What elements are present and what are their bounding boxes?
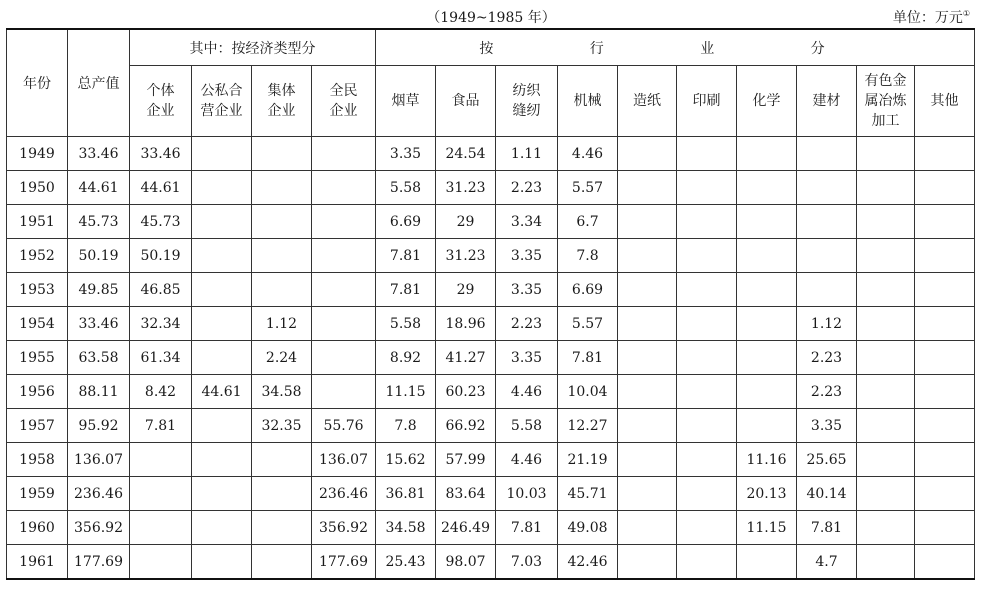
table-cell: 33.46 bbox=[130, 137, 192, 171]
table-cell: 3.35 bbox=[797, 409, 857, 443]
table-cell bbox=[737, 273, 797, 307]
table-cell bbox=[677, 409, 737, 443]
table-cell: 57.99 bbox=[436, 443, 496, 477]
table-row bbox=[7, 443, 975, 477]
table-cell bbox=[737, 239, 797, 273]
table-cell bbox=[737, 205, 797, 239]
table-cell bbox=[915, 545, 975, 580]
table-cell: 63.58 bbox=[68, 341, 130, 375]
unit-footnote-mark: ① bbox=[962, 9, 970, 18]
table-cell bbox=[677, 205, 737, 239]
table-cell: 61.34 bbox=[130, 341, 192, 375]
table-cell: 1.12 bbox=[797, 307, 857, 341]
table-cell: 36.81 bbox=[376, 477, 436, 511]
table-cell bbox=[677, 137, 737, 171]
table-cell: 10.03 bbox=[496, 477, 558, 511]
table-cell bbox=[192, 171, 252, 205]
table-cell bbox=[677, 341, 737, 375]
table-cell bbox=[312, 239, 376, 273]
subheader-9: 印刷 bbox=[677, 66, 737, 137]
table-cell: 4.7 bbox=[797, 545, 857, 580]
table-cell bbox=[618, 239, 677, 273]
table-cell: 34.58 bbox=[252, 375, 312, 409]
table-cell bbox=[737, 545, 797, 580]
table-cell: 3.35 bbox=[496, 341, 558, 375]
table-cell bbox=[252, 545, 312, 580]
table-cell bbox=[618, 477, 677, 511]
table-row bbox=[7, 375, 975, 409]
header-row-1 bbox=[7, 29, 975, 66]
subheader-12: 有色金 属冶炼 加工 bbox=[857, 66, 915, 137]
table-cell bbox=[915, 409, 975, 443]
table-cell bbox=[618, 443, 677, 477]
table-cell bbox=[618, 375, 677, 409]
table-cell bbox=[252, 511, 312, 545]
subheader-8: 造纸 bbox=[618, 66, 677, 137]
table-cell bbox=[618, 137, 677, 171]
table-cell bbox=[312, 205, 376, 239]
unit-text: 单位：万元 bbox=[892, 10, 963, 26]
table-cell: 3.35 bbox=[496, 273, 558, 307]
table-cell bbox=[192, 307, 252, 341]
table-cell bbox=[737, 307, 797, 341]
table-cell bbox=[797, 171, 857, 205]
table-cell: 1.12 bbox=[252, 307, 312, 341]
table-cell: 136.07 bbox=[68, 443, 130, 477]
subheader-3: 全民 企业 bbox=[312, 66, 376, 137]
table-cell: 49.08 bbox=[558, 511, 618, 545]
table-cell: 6.7 bbox=[558, 205, 618, 239]
table-cell: 4.46 bbox=[496, 375, 558, 409]
table-cell bbox=[192, 443, 252, 477]
table-cell: 3.35 bbox=[376, 137, 436, 171]
table-cell bbox=[677, 239, 737, 273]
table-row bbox=[7, 239, 975, 273]
table-cell: 1955 bbox=[7, 341, 68, 375]
table-cell bbox=[737, 409, 797, 443]
subheader-2: 集体 企业 bbox=[252, 66, 312, 137]
table-cell: 10.04 bbox=[558, 375, 618, 409]
table-cell: 1958 bbox=[7, 443, 68, 477]
table-cell bbox=[677, 545, 737, 580]
table-cell: 45.73 bbox=[68, 205, 130, 239]
table-cell: 32.34 bbox=[130, 307, 192, 341]
table-cell bbox=[192, 511, 252, 545]
table-row bbox=[7, 273, 975, 307]
table-cell bbox=[857, 477, 915, 511]
table-cell: 7.8 bbox=[376, 409, 436, 443]
table-cell: 7.03 bbox=[496, 545, 558, 580]
table-cell bbox=[252, 171, 312, 205]
unit-label bbox=[893, 7, 970, 27]
table-cell: 1960 bbox=[7, 511, 68, 545]
table-cell bbox=[130, 511, 192, 545]
table-cell: 8.92 bbox=[376, 341, 436, 375]
table-cell bbox=[192, 409, 252, 443]
table-cell bbox=[915, 477, 975, 511]
table-cell: 49.85 bbox=[68, 273, 130, 307]
table-cell bbox=[192, 239, 252, 273]
table-cell bbox=[312, 341, 376, 375]
table-cell bbox=[618, 511, 677, 545]
table-cell: 5.58 bbox=[376, 307, 436, 341]
table-cell: 18.96 bbox=[436, 307, 496, 341]
table-cell bbox=[797, 273, 857, 307]
table-cell bbox=[915, 273, 975, 307]
table-cell: 1949 bbox=[7, 137, 68, 171]
table-cell bbox=[857, 341, 915, 375]
table-cell: 20.13 bbox=[737, 477, 797, 511]
table-cell bbox=[915, 443, 975, 477]
header-year: 年份 bbox=[7, 29, 68, 137]
table-cell: 1956 bbox=[7, 375, 68, 409]
table-row bbox=[7, 137, 975, 171]
table-cell: 83.64 bbox=[436, 477, 496, 511]
table-cell: 33.46 bbox=[68, 307, 130, 341]
table-cell: 4.46 bbox=[558, 137, 618, 171]
table-cell bbox=[857, 205, 915, 239]
table-cell bbox=[915, 205, 975, 239]
table-cell bbox=[192, 273, 252, 307]
table-cell: 3.35 bbox=[496, 239, 558, 273]
table-cell: 42.46 bbox=[558, 545, 618, 580]
table-cell: 24.54 bbox=[436, 137, 496, 171]
table-row bbox=[7, 205, 975, 239]
table-cell: 29 bbox=[436, 273, 496, 307]
table-cell: 2.23 bbox=[797, 375, 857, 409]
table-cell: 98.07 bbox=[436, 545, 496, 580]
table-cell bbox=[192, 477, 252, 511]
table-caption-line bbox=[0, 4, 982, 26]
table-cell bbox=[252, 239, 312, 273]
table-cell: 34.58 bbox=[376, 511, 436, 545]
table-cell: 11.15 bbox=[737, 511, 797, 545]
table-cell bbox=[130, 443, 192, 477]
table-cell bbox=[312, 273, 376, 307]
table-row bbox=[7, 409, 975, 443]
table-cell: 55.76 bbox=[312, 409, 376, 443]
table-cell: 6.69 bbox=[558, 273, 618, 307]
header-econ-group: 其中：按经济类型分 bbox=[130, 29, 376, 66]
subheader-4: 烟草 bbox=[376, 66, 436, 137]
table-cell bbox=[857, 171, 915, 205]
table-cell bbox=[857, 409, 915, 443]
table-cell bbox=[915, 239, 975, 273]
table-cell: 66.92 bbox=[436, 409, 496, 443]
header-industry-text: 按 行 业 分 bbox=[479, 40, 871, 57]
table-cell bbox=[312, 171, 376, 205]
table-cell: 236.46 bbox=[68, 477, 130, 511]
table-cell: 177.69 bbox=[312, 545, 376, 580]
table-cell: 44.61 bbox=[192, 375, 252, 409]
table-cell bbox=[915, 137, 975, 171]
table-cell: 7.81 bbox=[130, 409, 192, 443]
table-cell bbox=[192, 341, 252, 375]
table-cell bbox=[737, 137, 797, 171]
table-cell: 136.07 bbox=[312, 443, 376, 477]
table-body bbox=[7, 137, 975, 580]
table-cell bbox=[677, 375, 737, 409]
table-row bbox=[7, 477, 975, 511]
table-cell bbox=[130, 477, 192, 511]
table-cell: 246.49 bbox=[436, 511, 496, 545]
table-cell: 2.23 bbox=[496, 171, 558, 205]
table-cell bbox=[915, 511, 975, 545]
table-cell bbox=[677, 307, 737, 341]
table-cell bbox=[857, 137, 915, 171]
header-row-2 bbox=[7, 66, 975, 137]
table-cell: 1959 bbox=[7, 477, 68, 511]
table-cell: 236.46 bbox=[312, 477, 376, 511]
table-cell: 7.8 bbox=[558, 239, 618, 273]
table-cell bbox=[857, 273, 915, 307]
table-cell bbox=[797, 205, 857, 239]
table-cell bbox=[915, 375, 975, 409]
table-cell bbox=[618, 545, 677, 580]
table-row bbox=[7, 171, 975, 205]
table-cell: 46.85 bbox=[130, 273, 192, 307]
subheader-10: 化学 bbox=[737, 66, 797, 137]
table-cell: 177.69 bbox=[68, 545, 130, 580]
table-cell: 31.23 bbox=[436, 171, 496, 205]
table-cell bbox=[618, 171, 677, 205]
table-cell: 15.62 bbox=[376, 443, 436, 477]
table-cell: 88.11 bbox=[68, 375, 130, 409]
table-cell: 1950 bbox=[7, 171, 68, 205]
subheader-13: 其他 bbox=[915, 66, 975, 137]
table-cell: 44.61 bbox=[130, 171, 192, 205]
table-cell: 25.43 bbox=[376, 545, 436, 580]
table-cell: 44.61 bbox=[68, 171, 130, 205]
table-cell: 5.57 bbox=[558, 307, 618, 341]
table-cell bbox=[677, 511, 737, 545]
table-cell bbox=[857, 239, 915, 273]
table-row bbox=[7, 545, 975, 580]
table-cell: 5.58 bbox=[376, 171, 436, 205]
table-cell: 11.15 bbox=[376, 375, 436, 409]
table-cell: 7.81 bbox=[376, 273, 436, 307]
table-cell bbox=[252, 137, 312, 171]
subheader-5: 食品 bbox=[436, 66, 496, 137]
table-cell: 1.11 bbox=[496, 137, 558, 171]
table-cell: 1954 bbox=[7, 307, 68, 341]
table-cell bbox=[915, 171, 975, 205]
table-cell: 50.19 bbox=[68, 239, 130, 273]
table-cell: 95.92 bbox=[68, 409, 130, 443]
table-cell: 45.73 bbox=[130, 205, 192, 239]
table-cell: 40.14 bbox=[797, 477, 857, 511]
table-cell bbox=[192, 545, 252, 580]
table-cell: 33.46 bbox=[68, 137, 130, 171]
table-cell: 1952 bbox=[7, 239, 68, 273]
table-cell: 29 bbox=[436, 205, 496, 239]
table-cell: 5.58 bbox=[496, 409, 558, 443]
table-cell: 5.57 bbox=[558, 171, 618, 205]
table-cell: 356.92 bbox=[68, 511, 130, 545]
subheader-0: 个体 企业 bbox=[130, 66, 192, 137]
table-cell: 2.24 bbox=[252, 341, 312, 375]
table-cell bbox=[192, 137, 252, 171]
table-cell bbox=[677, 171, 737, 205]
table-cell bbox=[677, 443, 737, 477]
table-cell: 7.81 bbox=[376, 239, 436, 273]
table-cell bbox=[677, 477, 737, 511]
table-cell bbox=[677, 273, 737, 307]
table-cell bbox=[857, 443, 915, 477]
table-cell bbox=[252, 273, 312, 307]
table-cell bbox=[915, 341, 975, 375]
table-cell bbox=[857, 511, 915, 545]
table-cell: 45.71 bbox=[558, 477, 618, 511]
table-cell: 32.35 bbox=[252, 409, 312, 443]
header-total: 总产值 bbox=[68, 29, 130, 137]
table-cell: 25.65 bbox=[797, 443, 857, 477]
table-cell bbox=[252, 477, 312, 511]
output-value-table bbox=[6, 28, 975, 580]
table-cell: 4.46 bbox=[496, 443, 558, 477]
table-cell: 2.23 bbox=[496, 307, 558, 341]
table-cell bbox=[915, 307, 975, 341]
table-cell bbox=[737, 341, 797, 375]
table-cell bbox=[618, 409, 677, 443]
table-cell: 7.81 bbox=[558, 341, 618, 375]
table-cell: 7.81 bbox=[496, 511, 558, 545]
table-cell bbox=[130, 545, 192, 580]
table-cell bbox=[618, 273, 677, 307]
table-cell: 1961 bbox=[7, 545, 68, 580]
table-row bbox=[7, 341, 975, 375]
table-cell bbox=[618, 307, 677, 341]
table-cell bbox=[252, 443, 312, 477]
header-industry-group bbox=[376, 29, 975, 66]
table-cell bbox=[857, 375, 915, 409]
table-cell bbox=[737, 375, 797, 409]
table-cell bbox=[252, 205, 312, 239]
year-range: （1949~1985 年） bbox=[426, 10, 556, 26]
table-cell: 6.69 bbox=[376, 205, 436, 239]
subheader-11: 建材 bbox=[797, 66, 857, 137]
table-cell bbox=[618, 205, 677, 239]
table-cell bbox=[618, 341, 677, 375]
table-cell bbox=[312, 375, 376, 409]
table-cell: 8.42 bbox=[130, 375, 192, 409]
table-cell: 1957 bbox=[7, 409, 68, 443]
table-cell: 41.27 bbox=[436, 341, 496, 375]
table-cell: 7.81 bbox=[797, 511, 857, 545]
table-cell: 12.27 bbox=[558, 409, 618, 443]
table-cell: 1951 bbox=[7, 205, 68, 239]
table-cell bbox=[312, 137, 376, 171]
subheader-7: 机械 bbox=[558, 66, 618, 137]
table-cell: 60.23 bbox=[436, 375, 496, 409]
table-row bbox=[7, 307, 975, 341]
table-cell bbox=[312, 307, 376, 341]
table-cell bbox=[797, 239, 857, 273]
table-cell: 356.92 bbox=[312, 511, 376, 545]
table-cell: 1953 bbox=[7, 273, 68, 307]
table-cell: 31.23 bbox=[436, 239, 496, 273]
table-cell bbox=[857, 307, 915, 341]
table-cell: 2.23 bbox=[797, 341, 857, 375]
table-cell: 3.34 bbox=[496, 205, 558, 239]
table-cell: 11.16 bbox=[737, 443, 797, 477]
table-cell bbox=[192, 205, 252, 239]
subheader-1: 公私合 营企业 bbox=[192, 66, 252, 137]
table-cell: 50.19 bbox=[130, 239, 192, 273]
table-cell: 21.19 bbox=[558, 443, 618, 477]
subheader-6: 纺织 缝纫 bbox=[496, 66, 558, 137]
table-row bbox=[7, 511, 975, 545]
table-cell bbox=[737, 171, 797, 205]
table-cell bbox=[797, 137, 857, 171]
table-cell bbox=[857, 545, 915, 580]
